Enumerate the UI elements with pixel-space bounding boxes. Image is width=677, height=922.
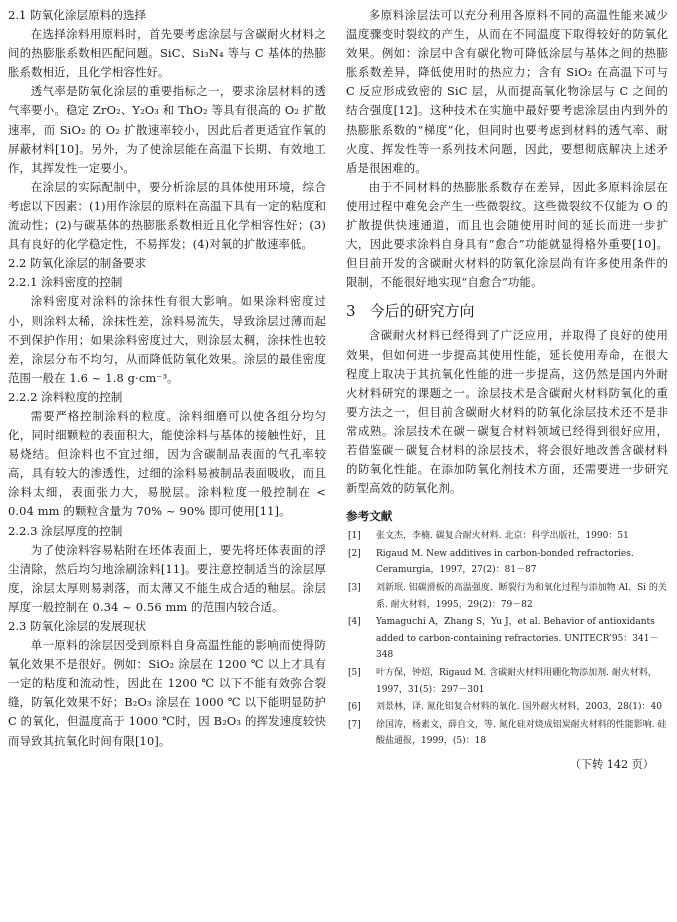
reference-tag: [5] bbox=[348, 668, 361, 678]
section-2-2-3-heading: 2.2.3 涂层厚度的控制 bbox=[8, 523, 123, 538]
section-2-3-heading: 2.3 防氧化涂层的发展现状 bbox=[8, 619, 147, 633]
section-2-1-heading: 2.1 防氧化涂层原料的选择 bbox=[8, 8, 147, 22]
reference-item bbox=[346, 665, 668, 698]
paragraph: 在选择涂料用原料时，首先要考虑涂层与含碳耐火材料之间的热膨胀系数相匹配问题。SiC、Si₃N₄ 等与 C 基体的热膨胀系数相近，且化学相容性好。 bbox=[8, 27, 326, 80]
section-2-2-1-heading: 2.2.1 涂料密度的控制 bbox=[8, 275, 123, 290]
reference-item bbox=[346, 546, 668, 579]
paragraph: 单一原料的涂层因受到原料自身高温性能的影响而使得防氧化效果不是很好。例如：SiO₂ 涂层在 1200 ℃ 以上才具有一定的粘度和流动性，因此在 1200 ℃ 以下不能有效弥合裂缝，防氧化效果不好；B₂O₃ 涂层在 1000 ℃ 以下能明显防护 C 的氧化，但温度高于 1000 ℃时，因 B₂O₃ 的挥发速度较快而导致其抗氧化时间有限[10]。 bbox=[8, 638, 326, 748]
paragraph: 为了使涂料容易粘附在坯体表面上，要先将坯体表面的浮尘清除，然后均匀地涂刷涂料[11]。要注意控制适当的涂层厚度，涂层太厚则易剥落，而太薄又不能生成合适的釉层。涂层厚度一般控制在 0.34 ~ 0.56 mm 的范围内较合适。 bbox=[8, 542, 326, 614]
references-heading: 参考文献 bbox=[346, 509, 393, 524]
reference-text: Rigaud M. New additives in carbon-bonded refractories. Ceramurgia，1997，27(2)：81－87 bbox=[376, 548, 634, 576]
reference-tag: [1] bbox=[348, 531, 361, 542]
paragraph: 多原料涂层法可以充分利用各原料不同的高温性能来减少温度骤变时裂纹的产生，从而在不同温度下取得较好的防氧化效果。例如：涂层中含有碳化物可降低涂层与基体之间的热膨胀系数差异，降低使用时的热应力；含有 SiO₂ 在高温下可与 C 反应形成致密的 SiC 层，从而提高氧化物涂层与 C 之间的结合强度[12]。这种技术在实施中最好要考虑涂层由内到外的热膨胀系数的“梯度”化，但同时也要考虑到材料的透气率、耐火度、挥发性等一系列技术问题，因此，要想彻底解决上述矛盾是很困难的。 bbox=[346, 8, 668, 175]
reference-text: 张文杰，李楠. 碳复合耐火材料. 北京：科学出版社，1990：51 bbox=[376, 531, 629, 542]
reference-tag: [2] bbox=[348, 548, 361, 559]
reference-tag: [6] bbox=[348, 702, 361, 713]
section-2-2-2-heading: 2.2.2 涂料粒度的控制 bbox=[8, 389, 123, 404]
reference-text: Yamaguchi A，Zhang S，Yu J，et al. Behavior of antioxidants added to carbon-containing refractories. UNITECR’95：341－348 bbox=[376, 617, 659, 661]
continued-on-note: （下转 142 页） bbox=[569, 757, 654, 771]
paragraph: 透气率是防氧化涂层的重要指标之一，要求涂层材料的透气率要小。稳定 ZrO₂、Y₂O₃ 和 ThO₂ 等具有很高的 O₂ 扩散速率，而 SiO₂ 的 O₂ 扩散速率较小，因此后者更适宜作氧的屏蔽材料[10]。另外，为了使涂层能在高温下长期、有效地工作，其挥发性一定要小。 bbox=[8, 84, 326, 175]
reference-tag: [4] bbox=[348, 617, 361, 628]
paragraph: 含碳耐火材料已经得到了广泛应用，并取得了良好的使用效果，但如何进一步提高其使用性能，延长使用寿命，在很大程度上取决于其抗氧化性能的进一步提高，这仍然是国内外耐火材料研究的课题之一。涂层技术是含碳耐火材料防氧化的重要方法之一，但目前含碳耐火材料的防氧化涂层技术还不是非常成熟。涂层技术在碳－碳复合材料领域已经得到很好应用，若借鉴碳－碳复合材料的涂层技术，将会很好地改善含碳材料的防氧化性能。在添加防氧化剂技术方面，还需要进一步研究新型高效的防氧化剂。 bbox=[346, 328, 668, 496]
paragraph: 由于不同材料的热膨胀系数存在差异，因此多原料涂层在使用过程中难免会产生一些微裂纹。这些微裂纹不仅能为 O 的扩散提供快速通道，而且也会随使用时间的延长而进一步扩大，因此要求涂料自身具有“愈合”功能就显得格外重要[10]。但目前开发的含碳耐火材料的防氧化涂层尚有许多使用条件的限制，不能很好地实现“自愈合”功能。 bbox=[346, 179, 668, 290]
reference-list bbox=[346, 528, 668, 750]
paragraph: 在涂层的实际配制中，要分析涂层的具体使用环境，综合考虑以下因素：(1)用作涂层的原料在高温下具有一定的粘度和流动性；(2)与碳基体的热膨胀系数相近且化学相容性好；(3)具有良好的化学稳定性，不易挥发；(4)对氧的扩散速率低。 bbox=[8, 179, 326, 252]
reference-text: 刘景林，译. 氮化铝复合材料的氧化. 国外耐火材料，2003，28(1)：40 bbox=[376, 702, 663, 713]
reference-text: 叶方保，钟炤，Rigaud M. 含碳耐火材料用硼化物添加剂. 耐火材料，1997，31(5)：297－301 bbox=[376, 668, 657, 695]
reference-item bbox=[346, 717, 668, 750]
paragraph: 涂料密度对涂料的涂抹性有很大影响。如果涂料密度过小，则涂料太稀，涂抹性差，涂料易流失，导致涂层过薄而起不到保护作用；如果涂料密度过大，则涂层太稠，涂抹性也较差，涂层分布不均匀，从而降低防氧化效果。涂层的最佳密度范围一般在 1.6 ~ 1.8 g·cm⁻³。 bbox=[8, 294, 326, 385]
reference-item bbox=[346, 580, 668, 613]
reference-tag: [3] bbox=[348, 583, 361, 594]
left-column bbox=[8, 6, 326, 751]
section-2-2-heading: 2.2 防氧化涂层的制备要求 bbox=[8, 256, 147, 271]
right-column bbox=[346, 6, 668, 772]
section-number: 3 bbox=[346, 302, 356, 321]
reference-text: 刘新珉. 铝碳滑板的高温强度、断裂行为和氧化过程与添加物 Al、Si 的关系. 耐火材料，1995，29(2)：79－82 bbox=[376, 583, 667, 610]
reference-text: 徐国涛，杨素文，薛自文，等. 氮化硅对烧成铝炭耐火材料的性能影响. 硅酸盐通报，1999，(5)：18 bbox=[376, 719, 667, 747]
reference-item bbox=[346, 528, 668, 545]
section-title: 今后的研究方向 bbox=[369, 302, 475, 321]
reference-item bbox=[346, 699, 668, 716]
reference-tag: [7] bbox=[348, 719, 361, 730]
paragraph: 需要严格控制涂料的粒度。涂料细磨可以使各组分均匀化，同时细颗粒的表面积大，能使涂料与基体的接触性好，且易烧结。但涂料也不宜过细，因为含碳制品表面的气孔率较高，具有较大的渗透性，过细的涂料易被制品表面吸收，而且涂料太细，表面张力大，易脱层。涂料粒度一般控制在 < 0.04 mm 的颗粒含量为 70% ~ 90% 即可使用[11]。 bbox=[8, 408, 326, 519]
reference-item bbox=[346, 614, 668, 664]
section-3-heading bbox=[346, 300, 668, 322]
